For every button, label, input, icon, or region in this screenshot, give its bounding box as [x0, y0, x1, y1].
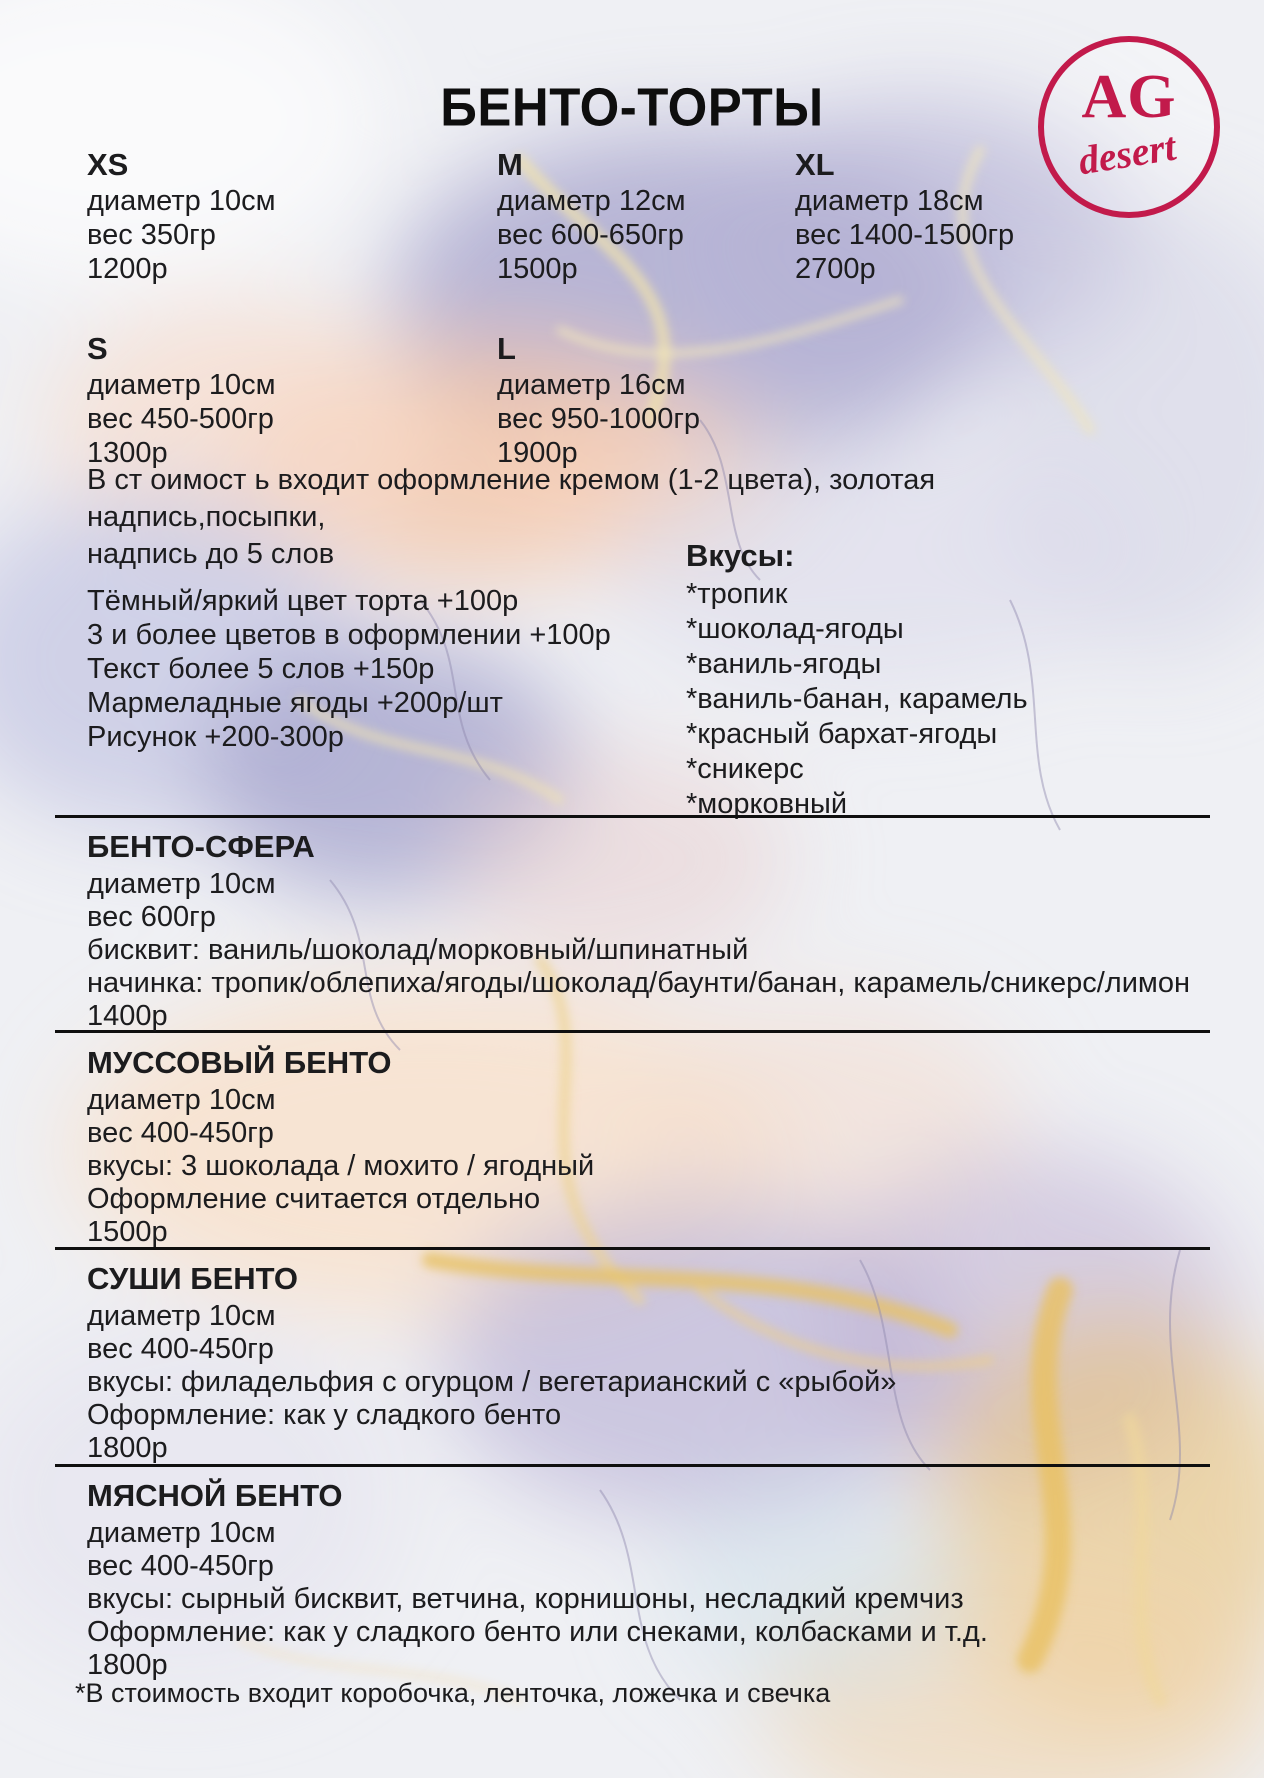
section-line: вес 400-450гр — [87, 1333, 274, 1365]
section-line: Оформление: как у сладкого бенто — [87, 1399, 562, 1431]
section-name: МУССОВЫЙ БЕНТО — [87, 1045, 392, 1080]
flavor-item: *морковный — [686, 788, 848, 820]
flavors-list — [686, 538, 1028, 822]
section-line: вкусы: сырный бисквит, ветчина, корнишоны, несладкий кремчиз — [87, 1583, 964, 1615]
menu-section-mussovyi-bento — [87, 1046, 1207, 1249]
size-price: 2700р — [795, 253, 876, 285]
menu-section-bento-sfera — [87, 830, 1207, 1033]
section-line: диаметр 10см — [87, 1517, 276, 1549]
included-note-line: надпись до 5 слов — [87, 538, 335, 570]
extras-item: 3 и более цветов в оформлении +100р — [87, 619, 611, 651]
flavor-item: *ваниль-ягоды — [686, 648, 882, 680]
size-label: M — [497, 147, 523, 182]
size-diameter: диаметр 10см — [87, 369, 276, 401]
flavor-item: *тропик — [686, 578, 788, 610]
section-price: 1400р — [87, 1000, 168, 1032]
size-diameter: диаметр 10см — [87, 185, 276, 217]
section-price: 1500р — [87, 1216, 168, 1248]
flavor-item: *сникерс — [686, 753, 804, 785]
section-price: 1800р — [87, 1432, 168, 1464]
size-card-xl — [795, 146, 1014, 286]
section-price: 1800р — [87, 1649, 168, 1681]
flavor-item: *шоколад-ягоды — [686, 613, 904, 645]
size-card-s — [87, 330, 276, 470]
size-weight: вес 950-1000гр — [497, 403, 701, 435]
size-weight: вес 450-500гр — [87, 403, 274, 435]
size-diameter: диаметр 18см — [795, 185, 984, 217]
section-line: вкусы: филадельфия с огурцом / вегетарианский с «рыбой» — [87, 1366, 897, 1398]
footnote: *В стоимость входит коробочка, ленточка, ложечка и свечка — [75, 1678, 831, 1708]
logo-initials: AG — [1081, 63, 1177, 131]
logo-word: desert — [1075, 123, 1179, 184]
size-price: 1300р — [87, 437, 168, 469]
section-name: МЯСНОЙ БЕНТО — [87, 1478, 343, 1513]
extras-item: Текст более 5 слов +150р — [87, 653, 435, 685]
section-name: БЕНТО-СФЕРА — [87, 829, 315, 864]
size-label: L — [497, 331, 516, 366]
section-line: диаметр 10см — [87, 1084, 276, 1116]
size-weight: вес 600-650гр — [497, 219, 684, 251]
divider-line — [55, 815, 1210, 818]
size-label: S — [87, 331, 108, 366]
menu-section-sushi-bento — [87, 1262, 1207, 1465]
size-weight: вес 350гр — [87, 219, 216, 251]
size-diameter: диаметр 12см — [497, 185, 686, 217]
section-line: Оформление считается отдельно — [87, 1183, 541, 1215]
extras-item: Тёмный/яркий цвет торта +100р — [87, 585, 519, 617]
size-price: 1200р — [87, 253, 168, 285]
section-name: СУШИ БЕНТО — [87, 1261, 298, 1296]
section-line: вес 400-450гр — [87, 1117, 274, 1149]
section-line: диаметр 10см — [87, 1300, 276, 1332]
size-card-m — [497, 146, 686, 286]
size-card-xs — [87, 146, 276, 286]
brand-logo — [1038, 36, 1220, 218]
section-line: Оформление: как у сладкого бенто или снеками, колбасками и т.д. — [87, 1616, 988, 1648]
extras-item: Мармеладные ягоды +200р/шт — [87, 687, 503, 719]
extras-list — [87, 584, 611, 754]
page-title: БЕНТО-ТОРТЫ — [440, 78, 824, 138]
flavor-item: *ваниль-банан, карамель — [686, 683, 1028, 715]
section-line: бисквит: ваниль/шоколад/морковный/шпинатный — [87, 934, 749, 966]
section-line: вес 400-450гр — [87, 1550, 274, 1582]
size-card-l — [497, 330, 700, 470]
extras-item: Рисунок +200-300р — [87, 721, 344, 753]
flavor-item: *красный бархат-ягоды — [686, 718, 998, 750]
size-price: 1900р — [497, 437, 578, 469]
size-label: XS — [87, 147, 129, 182]
section-line: вес 600гр — [87, 901, 216, 933]
size-label: XL — [795, 147, 835, 182]
size-price: 1500р — [497, 253, 578, 285]
flavors-heading: Вкусы: — [686, 538, 795, 573]
size-weight: вес 1400-1500гр — [795, 219, 1015, 251]
section-line: диаметр 10см — [87, 868, 276, 900]
included-note-line: В ст оимост ь входит оформление кремом (1-2 цвета), золотая надпись,посыпки, — [87, 464, 936, 533]
menu-section-myasnoi-bento — [87, 1479, 1207, 1682]
section-line: вкусы: 3 шоколада / мохито / ягодный — [87, 1150, 595, 1182]
size-diameter: диаметр 16см — [497, 369, 686, 401]
section-line: начинка: тропик/облепиха/ягоды/шоколад/баунти/банан, карамель/сникерс/лимон — [87, 967, 1191, 999]
